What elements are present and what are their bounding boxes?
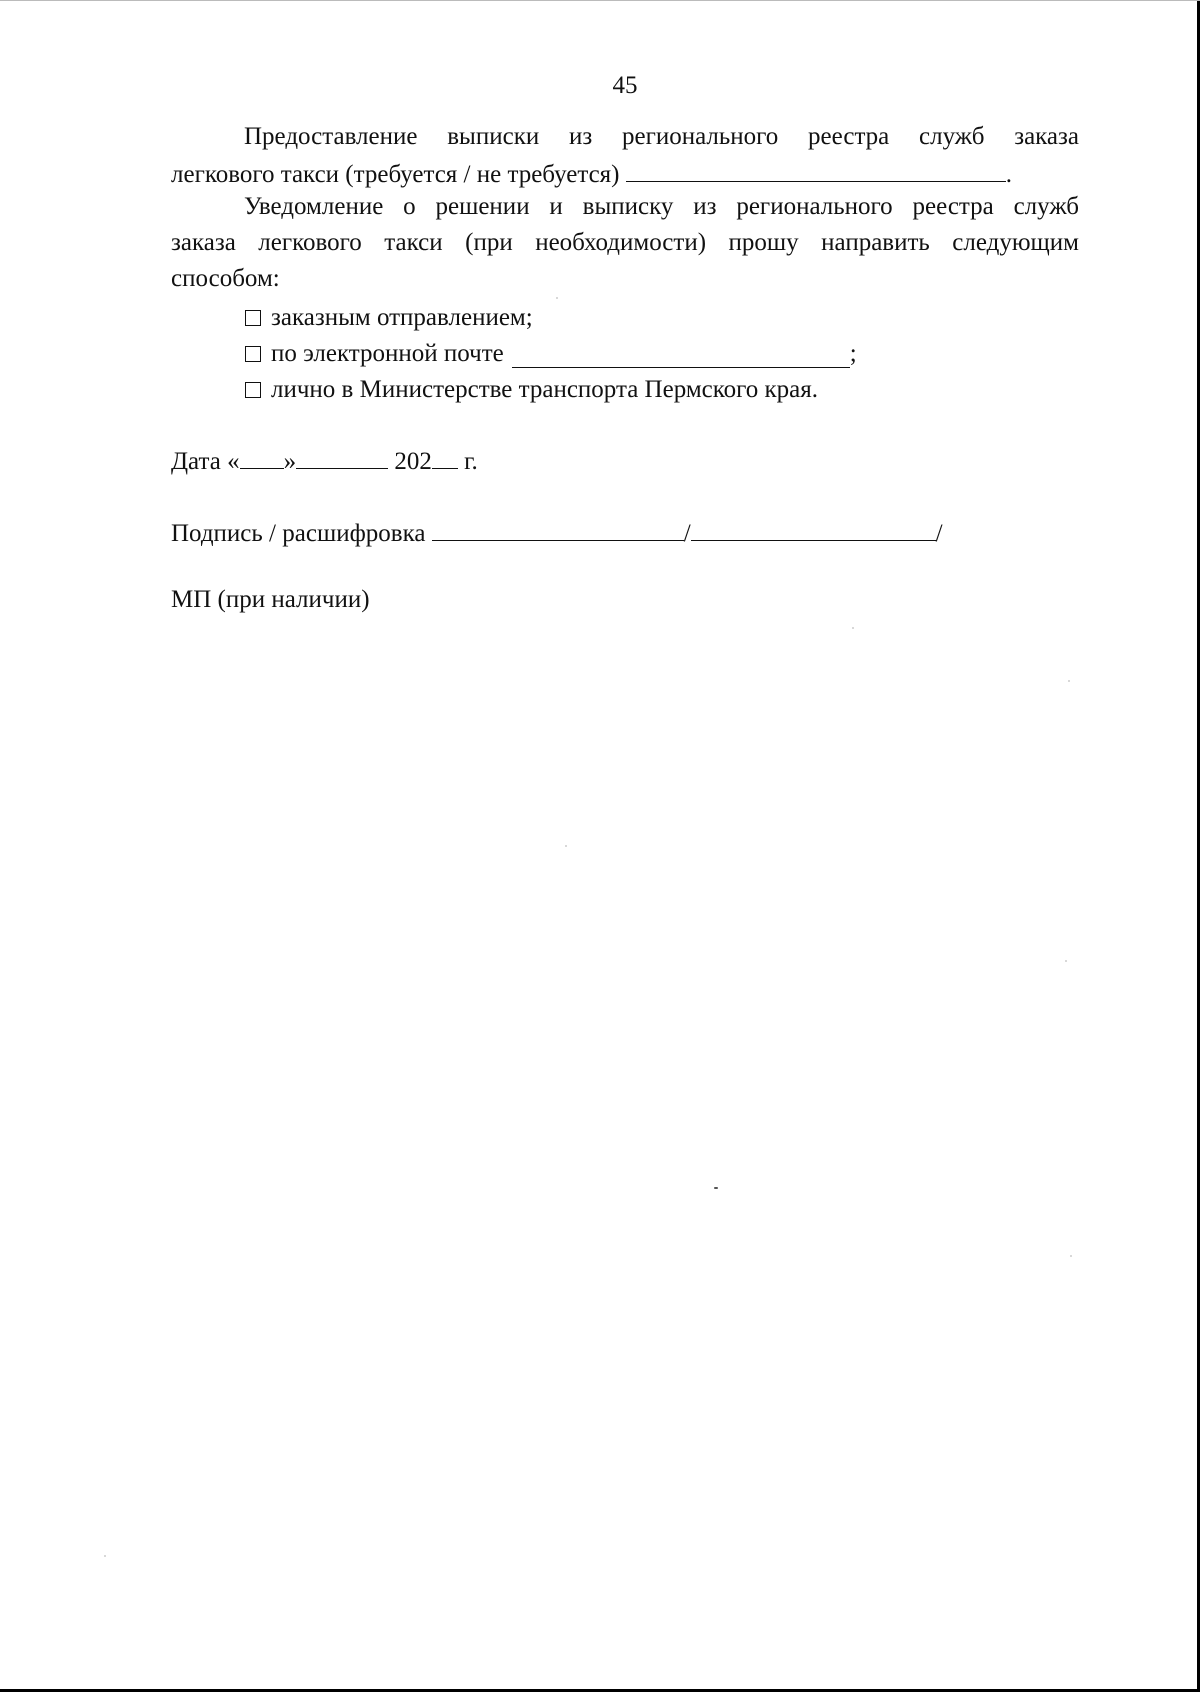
page-number: 45 xyxy=(612,72,638,99)
notification-line-2: заказа легкового такси (при необходимости) прошу направить следующим xyxy=(171,229,1079,256)
signature-row xyxy=(171,514,943,548)
extract-required-field[interactable] xyxy=(626,155,1006,182)
notification-line-3: способом: xyxy=(171,265,280,292)
email-label: по электронной почте xyxy=(271,340,504,367)
option-in-person xyxy=(245,372,857,408)
date-year-field[interactable] xyxy=(432,442,458,469)
date-row xyxy=(171,442,478,476)
notification-paragraph xyxy=(171,189,1079,297)
signature-slash-2: / xyxy=(935,520,943,547)
option-registered-mail xyxy=(245,300,857,336)
date-label: Дата « xyxy=(171,448,240,475)
email-checkbox[interactable] xyxy=(245,346,261,362)
top-border xyxy=(0,0,1200,1)
date-day-field[interactable] xyxy=(240,442,284,469)
stamp-place: МП (при наличии) xyxy=(171,586,370,613)
extract-line-1: Предоставление выписки из регионального реестра служб заказа xyxy=(244,123,1079,150)
signature-slash-1: / xyxy=(683,520,691,547)
email-line-end: ; xyxy=(849,340,857,367)
email-field[interactable] xyxy=(512,341,850,368)
date-close-quote: » xyxy=(283,448,297,475)
signature-decoding-field[interactable] xyxy=(691,514,936,541)
extract-line-2-text: легкового такси (требуется / не требуется) xyxy=(171,161,620,188)
date-year-prefix: 202 xyxy=(394,448,432,475)
in-person-label: лично в Министерстве транспорта Пермского края. xyxy=(271,376,818,403)
signature-field[interactable] xyxy=(432,514,684,541)
registered-mail-label: заказным отправлением; xyxy=(271,304,533,331)
date-month-field[interactable] xyxy=(296,442,388,469)
extract-line-2 xyxy=(171,155,1079,193)
delivery-options xyxy=(245,300,857,408)
date-year-suffix: г. xyxy=(464,448,478,475)
registered-mail-checkbox[interactable] xyxy=(245,310,261,326)
extract-line-end: . xyxy=(1005,161,1012,188)
notification-line-1: Уведомление о решении и выписку из регионального реестра служб xyxy=(244,193,1079,220)
option-email xyxy=(245,336,857,372)
in-person-checkbox[interactable] xyxy=(245,382,261,398)
signature-label: Подпись / расшифровка xyxy=(171,520,426,547)
extract-paragraph xyxy=(171,119,1079,193)
